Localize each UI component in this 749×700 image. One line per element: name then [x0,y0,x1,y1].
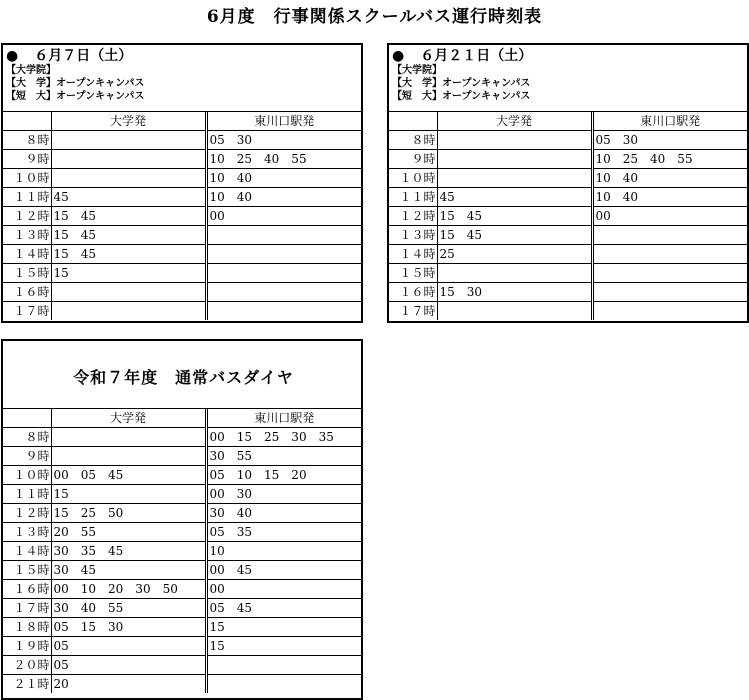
univ-departure-cell: 05 15 30 [51,618,206,637]
station-departure-cell: 00 [592,207,747,226]
station-departure-cell [592,245,747,264]
table-row [389,226,747,245]
regular-title: 令和７年度 通常バスダイヤ [73,367,294,387]
station-departure-cell: 15 [206,637,361,656]
table-row [3,169,361,188]
hour-cell: １３時 [389,226,437,245]
hour-cell: １５時 [3,561,51,580]
station-departure-cell: 00 15 25 30 35 [206,428,361,447]
univ-departure-cell: 30 40 55 [51,599,206,618]
hour-cell: １６時 [3,580,51,599]
station-departure-cell [592,283,747,302]
univ-departure-cell: 15 30 [437,283,592,302]
event-line-grad: 【大学院】 [392,65,442,76]
table-row [389,131,747,150]
hour-cell: １９時 [3,637,51,656]
table-row [389,188,747,207]
univ-departure-cell [51,428,206,447]
event-line-grad: 【大学院】 [6,65,56,76]
table-row [3,561,361,580]
event-schedule-jun7 [1,43,363,323]
univ-departure-cell [51,447,206,466]
station-departure-cell: 10 40 [206,188,361,207]
univ-departure-cell: 15 45 [51,207,206,226]
event-date: ６月２１日（土） [420,48,533,64]
station-departure-cell [592,264,747,283]
hour-cell: １１時 [389,188,437,207]
table-row [3,150,361,169]
hour-cell: ８時 [3,428,51,447]
station-departure-cell [592,302,747,321]
event-date: ６月７日（土） [34,48,133,64]
event-header [3,45,361,112]
table-header-row [3,112,361,131]
event-schedule-jun21 [387,43,749,323]
hour-cell: ９時 [389,150,437,169]
hour-header [3,409,51,428]
univ-departure-cell: 30 45 [51,561,206,580]
station-departure-header: 東川口駅発 [592,112,747,131]
univ-departure-cell: 15 45 [51,245,206,264]
hour-cell: １７時 [389,302,437,321]
hour-cell: １５時 [3,264,51,283]
table-row [3,226,361,245]
univ-departure-cell [437,131,592,150]
station-departure-cell: 05 45 [206,599,361,618]
station-departure-cell [206,264,361,283]
station-departure-cell: 10 40 [592,188,747,207]
univ-departure-cell [51,302,206,321]
event-header [389,45,747,112]
event-line-univ: 【大 学】オープンキャンパス [392,78,531,89]
hour-cell: １３時 [3,523,51,542]
univ-departure-cell: 00 10 20 30 50 [51,580,206,599]
station-departure-cell: 10 25 40 55 [206,150,361,169]
table-row [3,580,361,599]
hour-cell: １８時 [3,618,51,637]
table-row [3,264,361,283]
table-row [389,150,747,169]
hour-cell: １２時 [3,504,51,523]
table-row [389,245,747,264]
table-row [389,169,747,188]
station-departure-cell: 30 40 [206,504,361,523]
table-row [389,283,747,302]
univ-departure-cell [51,131,206,150]
hour-cell: １７時 [3,302,51,321]
station-departure-cell: 05 30 [206,131,361,150]
hour-cell: ９時 [3,150,51,169]
univ-departure-cell [437,302,592,321]
univ-departure-cell: 15 25 50 [51,504,206,523]
station-departure-cell: 00 [206,207,361,226]
table-row [3,302,361,321]
table-row [3,207,361,226]
station-departure-header: 東川口駅発 [206,112,361,131]
hour-cell: ２０時 [3,656,51,675]
station-departure-cell: 05 35 [206,523,361,542]
hour-header [3,112,51,131]
hour-cell: ８時 [389,131,437,150]
timetable [3,112,361,320]
table-row [3,656,361,675]
hour-cell: １１時 [3,188,51,207]
hour-cell: １３時 [3,226,51,245]
event-line-univ: 【大 学】オープンキャンパス [6,78,145,89]
timetable [389,112,747,320]
univ-departure-cell: 15 45 [437,226,592,245]
station-departure-cell [206,675,361,694]
univ-departure-cell [437,150,592,169]
station-departure-cell: 05 10 15 20 [206,466,361,485]
station-departure-cell: 00 [206,580,361,599]
hour-cell: １５時 [389,264,437,283]
station-departure-cell: 00 30 [206,485,361,504]
table-row [3,599,361,618]
table-row [3,618,361,637]
table-row [389,207,747,226]
hour-cell: １０時 [3,466,51,485]
univ-departure-cell [437,264,592,283]
univ-departure-cell: 05 [51,656,206,675]
event-line-junior: 【短 大】オープンキャンパス [6,91,145,102]
univ-departure-cell: 30 35 45 [51,542,206,561]
table-row [3,466,361,485]
univ-departure-header: 大学発 [51,112,206,131]
page-title: 6月度 行事関係スクールバス運行時刻表 [206,7,543,27]
event-title [392,48,747,64]
station-departure-cell: 15 [206,618,361,637]
table-row [3,131,361,150]
table-header-row [389,112,747,131]
hour-cell: １２時 [3,207,51,226]
univ-departure-cell: 05 [51,637,206,656]
hour-cell: １４時 [3,542,51,561]
table-row [3,637,361,656]
hour-cell: ８時 [3,131,51,150]
station-departure-cell [206,283,361,302]
table-row [3,675,361,694]
station-departure-cell: 30 55 [206,447,361,466]
timetable [3,409,361,693]
table-row [3,485,361,504]
table-row [3,447,361,466]
univ-departure-cell: 00 05 45 [51,466,206,485]
hour-cell: ９時 [3,447,51,466]
univ-departure-cell: 20 [51,675,206,694]
bullet-icon: ● [6,48,19,64]
hour-cell: １０時 [3,169,51,188]
hour-cell: １０時 [389,169,437,188]
station-departure-header: 東川口駅発 [206,409,361,428]
station-departure-cell: 10 40 [206,169,361,188]
table-header-row [3,409,361,428]
hour-cell: １７時 [3,599,51,618]
univ-departure-cell: 45 [51,188,206,207]
hour-cell: １４時 [3,245,51,264]
table-row [3,523,361,542]
univ-departure-cell: 15 [51,264,206,283]
station-departure-cell: 10 [206,542,361,561]
station-departure-cell: 10 40 [592,169,747,188]
station-departure-cell: 05 30 [592,131,747,150]
regular-header [3,341,361,409]
station-departure-cell [206,302,361,321]
hour-cell: １１時 [3,485,51,504]
univ-departure-cell [51,283,206,302]
bullet-icon: ● [392,48,405,64]
hour-cell: ２１時 [3,675,51,694]
station-departure-cell: 10 25 40 55 [592,150,747,169]
hour-cell: １４時 [389,245,437,264]
table-row [3,542,361,561]
univ-departure-cell: 45 [437,188,592,207]
univ-departure-header: 大学発 [51,409,206,428]
station-departure-cell [206,245,361,264]
table-row [3,428,361,447]
table-row [3,504,361,523]
table-row [3,245,361,264]
univ-departure-cell: 15 [51,485,206,504]
regular-schedule [1,339,363,700]
univ-departure-cell [437,169,592,188]
station-departure-cell [592,226,747,245]
hour-cell: １２時 [389,207,437,226]
univ-departure-cell: 20 55 [51,523,206,542]
hour-cell: １６時 [3,283,51,302]
event-line-junior: 【短 大】オープンキャンパス [392,91,531,102]
univ-departure-cell: 25 [437,245,592,264]
event-title [6,48,361,64]
station-departure-cell [206,226,361,245]
table-row [389,302,747,321]
table-row [3,188,361,207]
univ-departure-cell: 15 45 [51,226,206,245]
table-row [389,264,747,283]
univ-departure-cell [51,169,206,188]
table-row [3,283,361,302]
univ-departure-header: 大学発 [437,112,592,131]
hour-cell: １６時 [389,283,437,302]
hour-header [389,112,437,131]
univ-departure-cell [51,150,206,169]
univ-departure-cell: 15 45 [437,207,592,226]
station-departure-cell [206,656,361,675]
station-departure-cell: 00 45 [206,561,361,580]
